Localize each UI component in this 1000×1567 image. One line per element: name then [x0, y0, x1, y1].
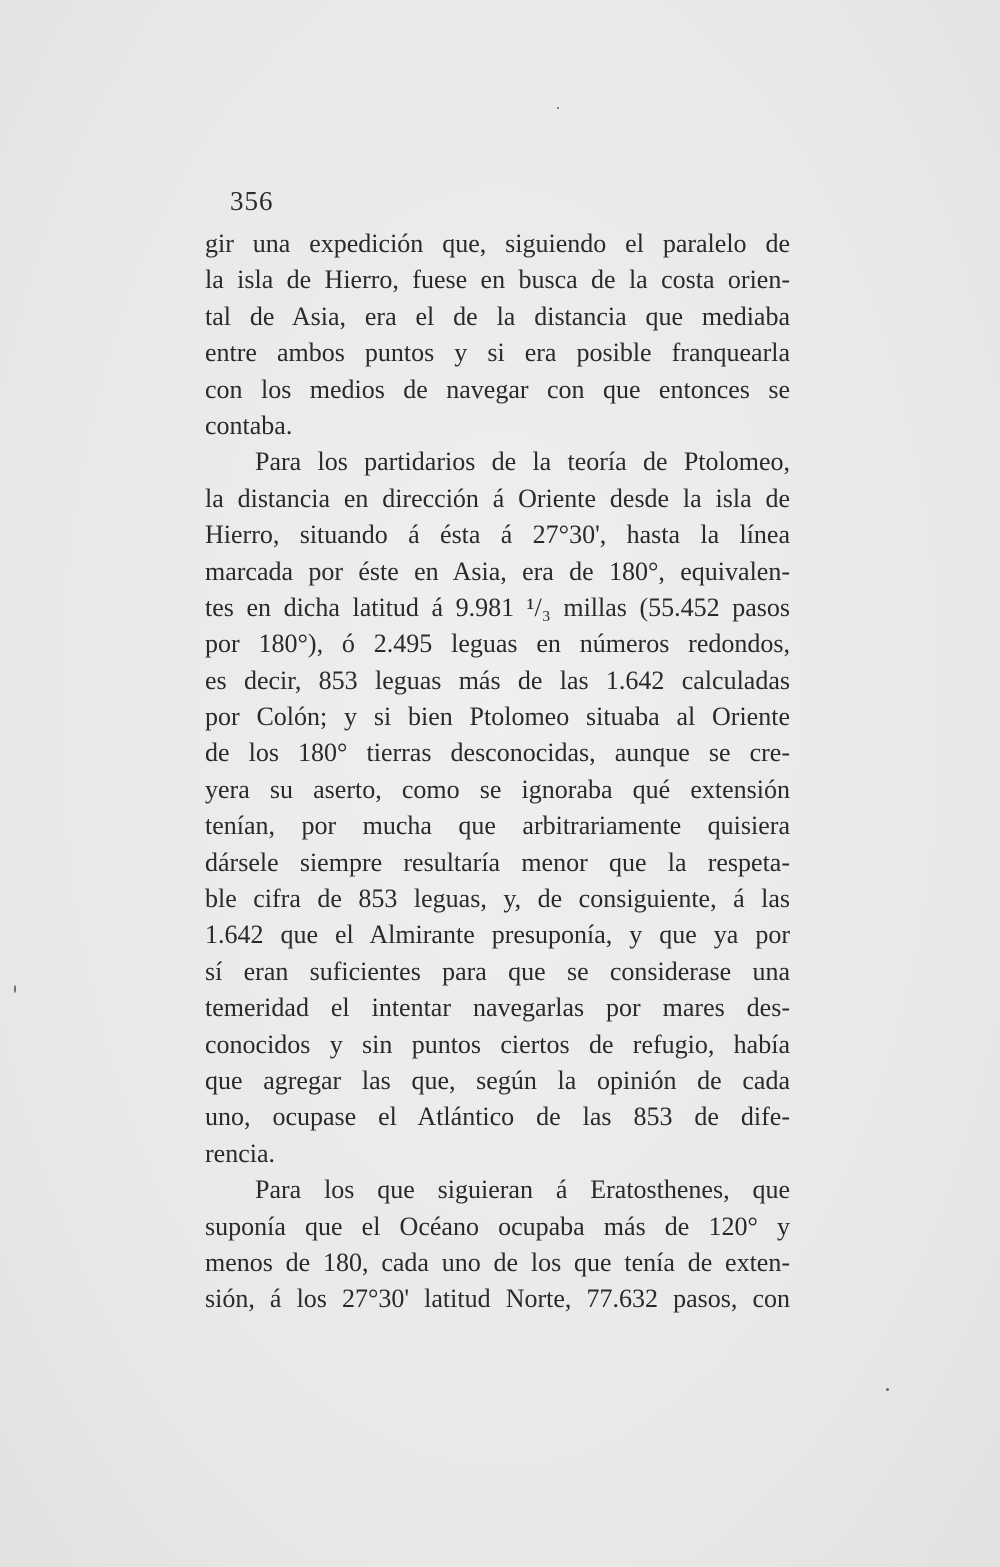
text-line: suponía que el Océano ocupaba más de 120° y	[205, 1211, 790, 1241]
text-line: con los medios de navegar con que entonces se	[205, 374, 790, 404]
text-line: tal de Asia, era el de la distancia que mediaba	[205, 301, 790, 331]
text-line: Hierro, situando á ésta á 27°30', hasta la línea	[205, 520, 790, 550]
text-line: por 180°), ó 2.495 leguas en números redondos,	[205, 629, 790, 659]
text-line: marcada por éste en Asia, era de 180°, equivalen-	[205, 556, 790, 586]
text-line: gir una expedición que, siguiendo el paralelo de	[205, 229, 790, 258]
text-line: entre ambos puntos y si era posible franquearla	[205, 338, 790, 368]
body-text	[205, 226, 790, 1318]
paragraph-start-line: Para los que siguieran á Eratosthenes, que	[255, 1175, 790, 1205]
paragraph-start-line: Para los partidarios de la teoría de Ptolomeo,	[255, 447, 790, 477]
text-line: es decir, 853 leguas más de las 1.642 calculadas	[205, 665, 790, 695]
text-line: rencia.	[205, 1138, 276, 1168]
text-line: de los 180° tierras desconocidas, aunque se cre-	[205, 738, 790, 768]
page-number: 356	[230, 186, 274, 216]
text-line: la isla de Hierro, fuese en busca de la costa orien-	[205, 265, 790, 295]
text-line: uno, ocupase el Atlántico de las 853 de dife-	[205, 1102, 790, 1132]
text-line: tes en dicha latitud á 9.981 ¹/₃ millas (55.452 pasos	[205, 592, 790, 622]
text-line: por Colón; y si bien Ptolomeo situaba al Oriente	[205, 702, 790, 732]
text-line: temeridad el intentar navegarlas por mares des-	[205, 993, 790, 1023]
text-line: contaba.	[205, 410, 293, 440]
text-line: ble cifra de 853 leguas, y, de consiguiente, á las	[205, 884, 790, 914]
text-line: conocidos y sin puntos ciertos de refugio, había	[205, 1029, 790, 1059]
text-line: yera su aserto, como se ignoraba qué extensión	[205, 774, 790, 804]
paper-speck	[557, 107, 559, 109]
text-line: 1.642 que el Almirante presuponía, y que ya por	[205, 920, 790, 950]
text-line: sí eran suficientes para que se considerase una	[205, 956, 790, 986]
text-line: tenían, por mucha que arbitrariamente quisiera	[205, 811, 790, 841]
paper-speck	[886, 1388, 889, 1391]
paper-speck	[14, 985, 16, 993]
text-line: que agregar las que, según la opinión de cada	[205, 1065, 790, 1095]
text-line: sión, á los 27°30' latitud Norte, 77.632 pasos, con	[205, 1284, 790, 1314]
text-line: dársele siempre resultaría menor que la respeta-	[205, 847, 790, 877]
text-line: menos de 180, cada uno de los que tenía de exten-	[205, 1247, 790, 1277]
text-line: la distancia en dirección á Oriente desde la isla de	[205, 483, 790, 513]
